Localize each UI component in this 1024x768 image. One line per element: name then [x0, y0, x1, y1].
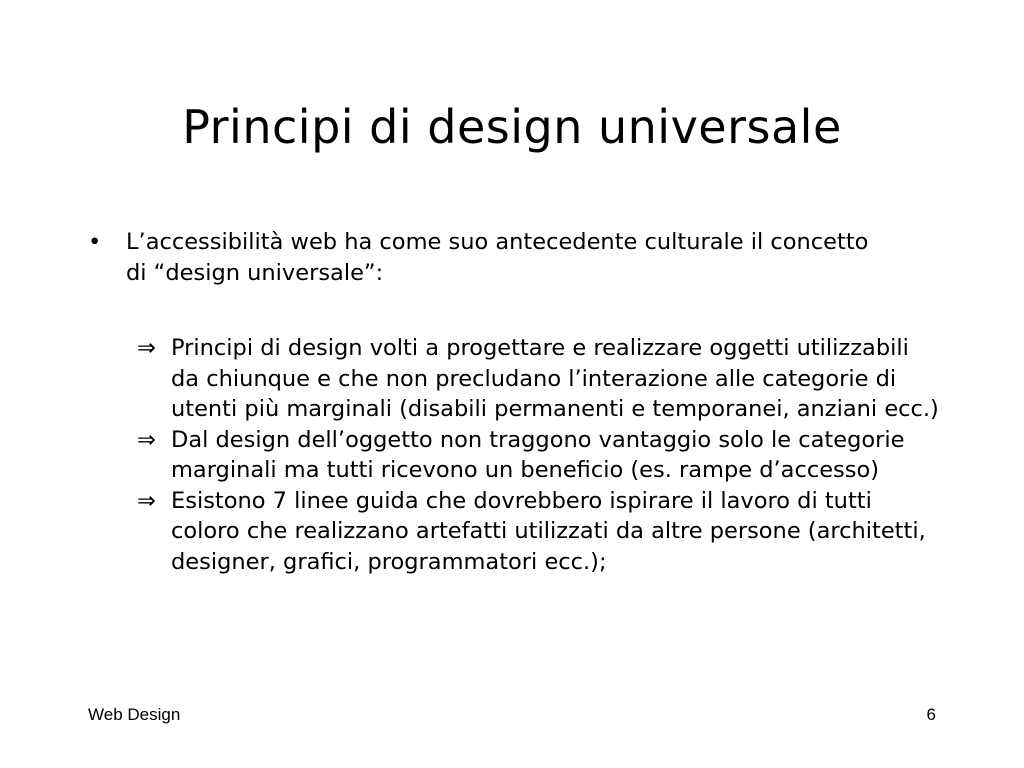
main-bullet	[88, 227, 888, 289]
arrow-icon: ⇒	[137, 335, 156, 361]
sub-bullet-text: Esistono 7 linee guida che dovrebbero ispirare il lavoro di tutti coloro che realizzano artefatti utilizzati da altre persone (architetti, designer, grafici, programmatori ecc.);	[171, 487, 926, 575]
sub-bullet-item	[137, 425, 942, 486]
page-number: 6	[926, 705, 936, 724]
sub-bullet-text: Principi di design volti a progettare e realizzare oggetti utilizzabili da chiunque e che non precludano l’interazione alle categorie di utenti più marginali (disabili permanenti e temporanei, anziani ecc.)	[171, 335, 939, 422]
sub-bullet-list	[137, 333, 942, 577]
slide-title: Principi di design universale	[182, 100, 842, 154]
arrow-icon: ⇒	[137, 487, 156, 514]
sub-bullet-item	[137, 486, 942, 578]
bullet-text: L’accessibilità web ha come suo antecedente culturale il concetto di “design universale”:	[126, 229, 869, 286]
sub-bullet-item	[137, 333, 942, 425]
arrow-icon: ⇒	[137, 426, 156, 453]
footer-title: Web Design	[88, 705, 181, 724]
sub-bullet-text: Dal design dell’oggetto non traggono vantaggio solo le categorie marginali ma tutti ricevono un beneficio (es. rampe d’accesso)	[171, 426, 905, 483]
bullet-marker: •	[88, 229, 102, 255]
